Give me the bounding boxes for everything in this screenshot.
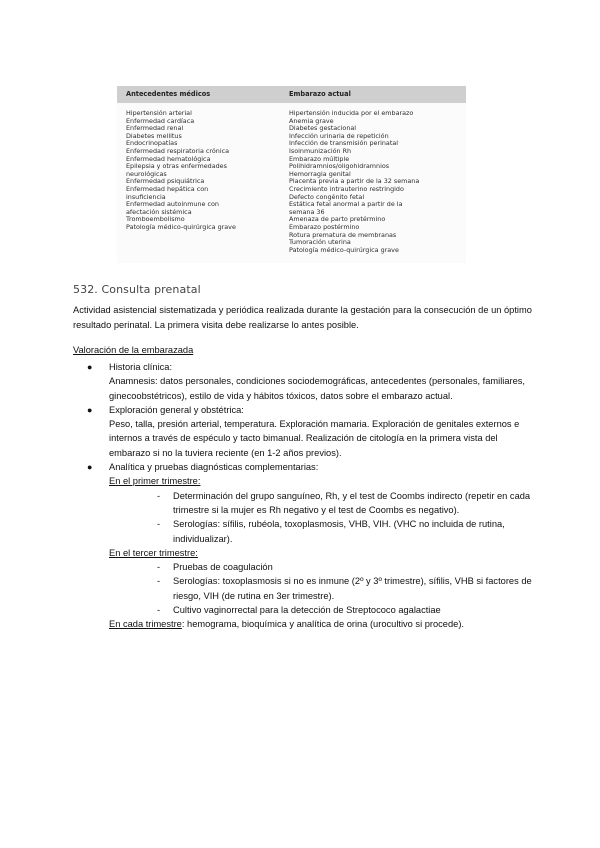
table-line: Epilepsia y otras enfermedades [126,162,227,171]
table-line: neurológicas [126,169,167,178]
bullet-title: Historia clínica: [109,362,173,372]
list-item-text: Pruebas de coagulación [173,562,273,573]
table-line: Enfermedad autoinmune con [126,200,219,209]
list-item [157,489,533,518]
list-item [157,560,533,574]
bullet-analitica [73,460,533,632]
each-trimester-label: En cada trimestre [109,619,182,630]
table-line: Infección de transmisión perinatal [289,139,399,148]
list-item [157,574,533,603]
valoracion-title: Valoración de la embarazada [73,345,194,355]
table-line: Patología médico-quirúrgica grave [126,222,236,231]
table-line: Hemorragia genital [289,169,351,178]
first-trimester-list [109,489,533,546]
table-line: Embarazo múltiple [289,154,350,163]
valoracion-content [73,360,533,632]
list-item-text: Cultivo vaginorrectal para la detección de Streptococo agalactiae [173,605,441,616]
bullet-body: Anamnesis: datos personales, condiciones sociodemográficas, antecedentes (personales, familiares, ginecoobstétricos), estilo de vida y hábitos tóxicos, datos sobre el embarazo actual. [109,376,526,401]
list-item-text: Serologías: toxoplasmosis si no es inmune (2º y 3º trimestre), sífilis, VHB si factores de riesgo, VIH (de rutina en 3er trimestre). [173,576,532,601]
dash-icon: - [157,562,161,573]
table-line: Infección urinaria de repetición [289,131,389,140]
table-line: Enfermedad hematológica [126,154,211,163]
table-line: Enfermedad respiratoria crónica [126,146,230,155]
third-trimester-label: En el tercer trimestre: [109,547,198,558]
list-item-text: Determinación del grupo sanguíneo, Rh, y el test de Coombs indirecto (repetir en cada trimestre si la mujer es Rh negativo y el test de Coombs es negativo). [173,490,531,515]
table-line: Tumoración uterina [289,238,351,247]
intro-paragraph: Actividad asistencial sistematizada y periódica realizada durante la gestación para la consecución de un óptimo resultado perinatal. La primera visita debe realizarse lo antes posible. [73,305,532,330]
table-line: Hipertensión arterial [126,109,192,117]
table-line: Enfermedad hepática con [126,184,209,193]
table-line: afectación sistémica [126,207,192,216]
table-header-bar [117,86,466,103]
header-embarazo-actual: Embarazo actual [289,90,351,98]
dash-icon: - [157,605,161,616]
bullet-body: Peso, talla, presión arterial, temperatura. Exploración mamaria. Exploración de genitales externos e internos a través de espéculo y tacto bimanual. Realización de citología en la primera vista del embarazo si no la tuviera reciente (en 1-2 años previos). [109,419,520,458]
table-line: Hipertensión inducida por el embarazo [289,109,414,117]
table-line: insuficiencia [126,192,166,201]
table-line: Estática fetal anormal a partir de la [289,200,403,209]
bullet-icon: ● [87,362,93,372]
first-trimester-label: En el primer trimestre: [109,476,201,487]
list-item [157,603,533,617]
table-line: semana 36 [289,207,325,216]
bullet-title: Exploración general y obstétrica: [109,404,244,415]
table-line: Polihidramnios/oligohidramnios [289,162,390,171]
table-line: Diabetes gestacional [289,124,357,133]
table-line: Rotura prematura de membranas [289,230,397,239]
risk-factors-table-image [117,86,466,263]
bullet-icon: ● [87,404,93,415]
antecedentes-column [126,110,236,232]
each-trimester-text: : hemograma, bioquímica y analítica de orina (urocultivo si procede). [181,619,465,630]
table-line: Enfermedad renal [126,124,184,133]
bullet-exploracion [73,403,533,460]
table-line: Endocrinopatías [126,139,178,148]
each-trimester-line [109,617,533,631]
table-line: Crecimiento intrauterino restringido [289,184,404,193]
table-line: Patología médico-quirúrgica grave [289,245,399,254]
list-item-text: Serologías: sífilis, rubéola, toxoplasmosis, VHB, VIH. (VHC no incluida de rutina, individualizar). [173,519,505,544]
table-line: Placenta previa a partir de la 32 semana [289,177,420,186]
table-line: Tromboembolismo [126,215,185,224]
table-line: Enfermedad cardíaca [126,116,195,125]
bullet-title: Analítica y pruebas diagnósticas complementarias: [109,462,319,473]
table-line: Embarazo postérmino [289,222,360,231]
dash-icon: - [157,490,161,501]
third-trimester-list [109,560,533,617]
table-line: Anemia grave [289,116,334,125]
table-line: Isoinmunización Rh [289,146,352,155]
table-line: Diabetes mellitus [126,131,182,140]
table-line: Defecto congénito fetal [289,192,365,201]
section-title: 532. Consulta prenatal [73,283,201,296]
list-item [157,517,533,546]
dash-icon: - [157,519,161,530]
table-line: Amenaza de parto pretérmino [289,215,386,224]
header-antecedentes: Antecedentes médicos [126,90,211,98]
dash-icon: - [157,576,161,587]
embarazo-column [289,110,419,254]
table-line: Enfermedad psiquiátrica [126,177,205,186]
bullet-icon: ● [87,462,93,473]
bullet-historia-clinica [73,360,533,403]
